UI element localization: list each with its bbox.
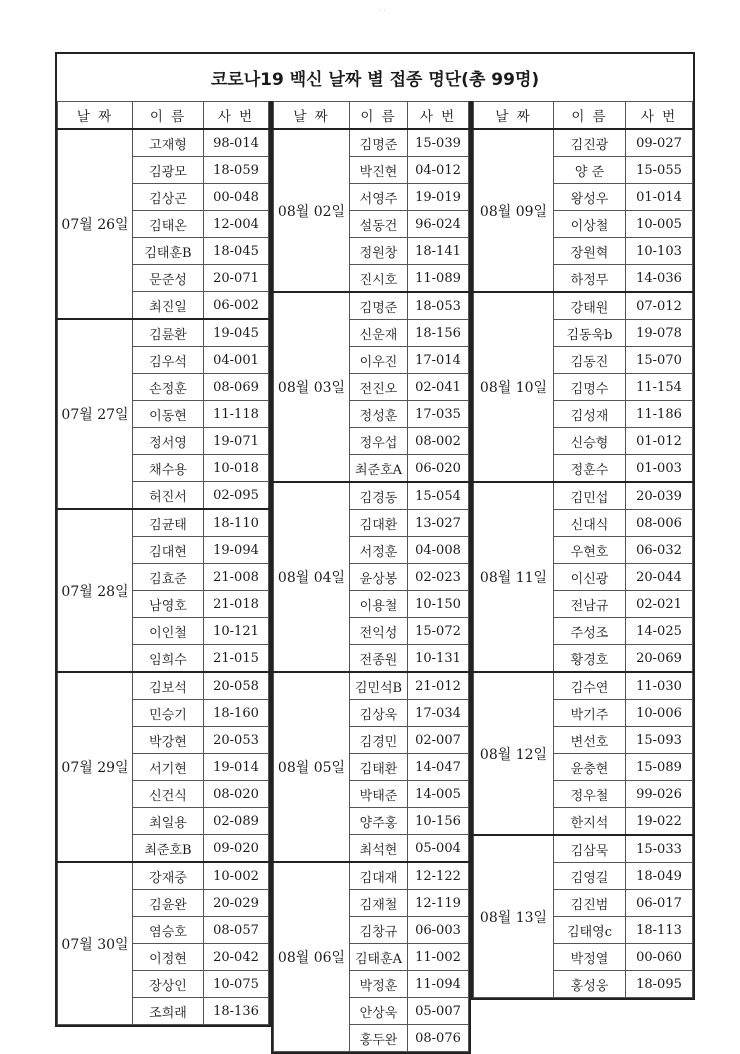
employee-id-cell: 20-069: [626, 645, 693, 673]
date-cell: 08월 11일: [474, 482, 554, 672]
name-cell: 정우철: [554, 781, 626, 808]
employee-id-cell: 09-027: [626, 129, 693, 157]
schedule-column-3: [471, 101, 695, 1000]
table-row: [274, 129, 469, 157]
employee-id-cell: 18-049: [626, 863, 693, 890]
employee-id-cell: 11-002: [408, 944, 469, 971]
date-cell: 08월 05일: [274, 672, 350, 862]
name-cell: 이동현: [133, 401, 204, 428]
date-cell: 08월 02일: [274, 129, 350, 292]
name-cell: 안상욱: [350, 998, 408, 1025]
name-cell: 김광모: [133, 157, 204, 184]
name-cell: 최일용: [133, 808, 204, 835]
employee-id-cell: 18-141: [408, 238, 469, 265]
name-cell: 서기현: [133, 754, 204, 781]
name-cell: 조희래: [133, 998, 204, 1025]
name-cell: 전종원: [350, 645, 408, 673]
employee-id-cell: 15-093: [626, 727, 693, 754]
employee-id-cell: 99-026: [626, 781, 693, 808]
employee-id-cell: 01-012: [626, 428, 693, 455]
employee-id-cell: 18-053: [408, 292, 469, 320]
name-cell: 김동욱b: [554, 320, 626, 347]
employee-id-cell: 08-006: [626, 510, 693, 537]
employee-id-cell: 06-017: [626, 890, 693, 917]
employee-id-cell: 19-071: [204, 428, 269, 455]
table-row: [274, 292, 469, 320]
name-cell: 정원창: [350, 238, 408, 265]
name-cell: 설동건: [350, 211, 408, 238]
date-cell: 08월 09일: [474, 129, 554, 292]
name-cell: 우현호: [554, 537, 626, 564]
name-cell: 김명준: [350, 129, 408, 157]
schedule-table: [473, 101, 693, 998]
table-row: [58, 509, 269, 537]
employee-id-cell: 02-041: [408, 374, 469, 401]
employee-id-cell: 06-020: [408, 455, 469, 483]
employee-id-cell: 00-060: [626, 944, 693, 971]
table-row: [58, 319, 269, 347]
employee-id-cell: 13-027: [408, 510, 469, 537]
name-cell: 임희수: [133, 645, 204, 673]
header-id: 사 번: [626, 102, 693, 130]
employee-id-cell: 10-150: [408, 591, 469, 618]
employee-id-cell: 11-089: [408, 265, 469, 293]
date-cell: 08월 13일: [474, 835, 554, 998]
name-cell: 김삼묵: [554, 835, 626, 863]
employee-id-cell: 14-036: [626, 265, 693, 293]
employee-id-cell: 10-121: [204, 618, 269, 645]
name-cell: 박정훈: [350, 971, 408, 998]
employee-id-cell: 20-039: [626, 482, 693, 510]
employee-id-cell: 21-012: [408, 672, 469, 700]
header-name: 이 름: [133, 102, 204, 130]
table-row: [474, 129, 693, 157]
name-cell: 김효준: [133, 564, 204, 591]
employee-id-cell: 05-004: [408, 835, 469, 863]
name-cell: 허진서: [133, 482, 204, 510]
employee-id-cell: 06-002: [204, 292, 269, 320]
name-cell: 최준호A: [350, 455, 408, 483]
name-cell: 김민섭: [554, 482, 626, 510]
name-cell: 최진일: [133, 292, 204, 320]
employee-id-cell: 19-022: [626, 808, 693, 836]
name-cell: 한지석: [554, 808, 626, 836]
name-cell: 박태준: [350, 781, 408, 808]
employee-id-cell: 12-122: [408, 862, 469, 890]
header-date: 날 짜: [274, 102, 350, 130]
employee-id-cell: 12-004: [204, 211, 269, 238]
name-cell: 양주홍: [350, 808, 408, 835]
date-cell: 08월 10일: [474, 292, 554, 482]
employee-id-cell: 21-015: [204, 645, 269, 673]
name-cell: 이용철: [350, 591, 408, 618]
name-cell: 이정현: [133, 944, 204, 971]
name-cell: 장원혁: [554, 238, 626, 265]
name-cell: 강재중: [133, 862, 204, 890]
employee-id-cell: 17-034: [408, 700, 469, 727]
name-cell: 김균태: [133, 509, 204, 537]
employee-id-cell: 06-032: [626, 537, 693, 564]
date-cell: 07월 27일: [58, 319, 133, 509]
name-cell: 김영길: [554, 863, 626, 890]
header-date: 날 짜: [58, 102, 133, 130]
name-cell: 김명수: [554, 374, 626, 401]
name-cell: 서영주: [350, 184, 408, 211]
name-cell: 신승형: [554, 428, 626, 455]
name-cell: 김진광: [554, 129, 626, 157]
employee-id-cell: 05-007: [408, 998, 469, 1025]
employee-id-cell: 17-035: [408, 401, 469, 428]
employee-id-cell: 19-014: [204, 754, 269, 781]
name-cell: 김진범: [554, 890, 626, 917]
employee-id-cell: 02-021: [626, 591, 693, 618]
name-cell: 황경호: [554, 645, 626, 673]
name-cell: 최석현: [350, 835, 408, 863]
employee-id-cell: 10-018: [204, 455, 269, 482]
page-title: 코로나19 백신 날짜 별 접종 명단(총 99명): [55, 52, 695, 101]
date-cell: 07월 26일: [58, 129, 133, 319]
name-cell: 김경민: [350, 727, 408, 754]
table-row: [274, 672, 469, 700]
employee-id-cell: 01-014: [626, 184, 693, 211]
employee-id-cell: 12-119: [408, 890, 469, 917]
name-cell: 전남규: [554, 591, 626, 618]
employee-id-cell: 01-003: [626, 455, 693, 483]
employee-id-cell: 08-002: [408, 428, 469, 455]
schedule-column-1: [55, 101, 271, 1027]
employee-id-cell: 19-078: [626, 320, 693, 347]
name-cell: 김륜환: [133, 319, 204, 347]
employee-id-cell: 15-033: [626, 835, 693, 863]
employee-id-cell: 18-160: [204, 700, 269, 727]
employee-id-cell: 15-039: [408, 129, 469, 157]
header-id: 사 번: [408, 102, 469, 130]
employee-id-cell: 10-103: [626, 238, 693, 265]
name-cell: 김동진: [554, 347, 626, 374]
name-cell: 김명준: [350, 292, 408, 320]
employee-id-cell: 15-055: [626, 157, 693, 184]
employee-id-cell: 04-001: [204, 347, 269, 374]
name-cell: 박강현: [133, 727, 204, 754]
employee-id-cell: 18-059: [204, 157, 269, 184]
name-cell: 김태영c: [554, 917, 626, 944]
name-cell: 양 준: [554, 157, 626, 184]
table-row: [474, 292, 693, 320]
name-cell: 신운재: [350, 320, 408, 347]
date-cell: 07월 30일: [58, 862, 133, 1025]
employee-id-cell: 20-058: [204, 672, 269, 700]
name-cell: 홍성웅: [554, 971, 626, 998]
name-cell: 김태환: [350, 754, 408, 781]
employee-id-cell: 11-030: [626, 672, 693, 700]
employee-id-cell: 07-012: [626, 292, 693, 320]
date-cell: 08월 04일: [274, 482, 350, 672]
scan-speck: · ·: [378, 6, 386, 15]
employee-id-cell: 15-054: [408, 482, 469, 510]
employee-id-cell: 10-002: [204, 862, 269, 890]
name-cell: 김재철: [350, 890, 408, 917]
name-cell: 김수연: [554, 672, 626, 700]
name-cell: 채수용: [133, 455, 204, 482]
employee-id-cell: 98-014: [204, 129, 269, 157]
header-name: 이 름: [554, 102, 626, 130]
employee-id-cell: 15-072: [408, 618, 469, 645]
employee-id-cell: 18-113: [626, 917, 693, 944]
name-cell: 민승기: [133, 700, 204, 727]
name-cell: 김경동: [350, 482, 408, 510]
employee-id-cell: 14-005: [408, 781, 469, 808]
name-cell: 전익성: [350, 618, 408, 645]
name-cell: 하정무: [554, 265, 626, 293]
name-cell: 주성조: [554, 618, 626, 645]
employee-id-cell: 18-045: [204, 238, 269, 265]
employee-id-cell: 18-156: [408, 320, 469, 347]
name-cell: 정서영: [133, 428, 204, 455]
employee-id-cell: 10-005: [626, 211, 693, 238]
name-cell: 김태온: [133, 211, 204, 238]
schedule-table: [273, 101, 469, 1052]
name-cell: 이신광: [554, 564, 626, 591]
employee-id-cell: 21-018: [204, 591, 269, 618]
employee-id-cell: 04-012: [408, 157, 469, 184]
employee-id-cell: 18-136: [204, 998, 269, 1025]
name-cell: 김창규: [350, 917, 408, 944]
header-id: 사 번: [204, 102, 269, 130]
name-cell: 최준호B: [133, 835, 204, 863]
name-cell: 김대환: [350, 510, 408, 537]
name-cell: 정성훈: [350, 401, 408, 428]
name-cell: 김우석: [133, 347, 204, 374]
name-cell: 이인철: [133, 618, 204, 645]
employee-id-cell: 10-156: [408, 808, 469, 835]
name-cell: 김보석: [133, 672, 204, 700]
name-cell: 박진현: [350, 157, 408, 184]
name-cell: 김대재: [350, 862, 408, 890]
employee-id-cell: 09-020: [204, 835, 269, 863]
employee-id-cell: 19-094: [204, 537, 269, 564]
name-cell: 박기주: [554, 700, 626, 727]
name-cell: 정우섭: [350, 428, 408, 455]
employee-id-cell: 20-029: [204, 890, 269, 917]
employee-id-cell: 11-118: [204, 401, 269, 428]
schedule-table: [57, 101, 269, 1025]
name-cell: 정훈수: [554, 455, 626, 483]
name-cell: 김태훈A: [350, 944, 408, 971]
name-cell: 홍두완: [350, 1025, 408, 1052]
employee-id-cell: 21-008: [204, 564, 269, 591]
employee-id-cell: 08-076: [408, 1025, 469, 1052]
name-cell: 윤충현: [554, 754, 626, 781]
employee-id-cell: 20-071: [204, 265, 269, 292]
name-cell: 전진오: [350, 374, 408, 401]
name-cell: 이우진: [350, 347, 408, 374]
date-cell: 07월 29일: [58, 672, 133, 862]
name-cell: 서정훈: [350, 537, 408, 564]
name-cell: 장상인: [133, 971, 204, 998]
name-cell: 이상철: [554, 211, 626, 238]
date-cell: 08월 03일: [274, 292, 350, 482]
employee-id-cell: 14-025: [626, 618, 693, 645]
employee-id-cell: 02-023: [408, 564, 469, 591]
table-row: [474, 482, 693, 510]
employee-id-cell: 18-110: [204, 509, 269, 537]
name-cell: 왕성우: [554, 184, 626, 211]
employee-id-cell: 08-020: [204, 781, 269, 808]
name-cell: 손정훈: [133, 374, 204, 401]
table-row: [274, 862, 469, 890]
employee-id-cell: 18-095: [626, 971, 693, 998]
date-cell: 08월 12일: [474, 672, 554, 835]
employee-id-cell: 02-089: [204, 808, 269, 835]
name-cell: 김상욱: [350, 700, 408, 727]
name-cell: 김성재: [554, 401, 626, 428]
name-cell: 강태원: [554, 292, 626, 320]
employee-id-cell: 20-044: [626, 564, 693, 591]
employee-id-cell: 00-048: [204, 184, 269, 211]
employee-id-cell: 11-186: [626, 401, 693, 428]
date-cell: 08월 06일: [274, 862, 350, 1052]
name-cell: 진시호: [350, 265, 408, 293]
name-cell: 김태훈B: [133, 238, 204, 265]
table-row: [58, 129, 269, 157]
employee-id-cell: 96-024: [408, 211, 469, 238]
name-cell: 윤상봉: [350, 564, 408, 591]
employee-id-cell: 19-045: [204, 319, 269, 347]
employee-id-cell: 10-075: [204, 971, 269, 998]
name-cell: 염승호: [133, 917, 204, 944]
employee-id-cell: 14-047: [408, 754, 469, 781]
employee-id-cell: 19-019: [408, 184, 469, 211]
table-row: [274, 482, 469, 510]
date-cell: 07월 28일: [58, 509, 133, 672]
header-date: 날 짜: [474, 102, 554, 130]
employee-id-cell: 11-094: [408, 971, 469, 998]
employee-id-cell: 20-042: [204, 944, 269, 971]
schedule-column-2: [271, 101, 471, 1054]
employee-id-cell: 10-006: [626, 700, 693, 727]
employee-id-cell: 06-003: [408, 917, 469, 944]
employee-id-cell: 08-057: [204, 917, 269, 944]
employee-id-cell: 20-053: [204, 727, 269, 754]
employee-id-cell: 11-154: [626, 374, 693, 401]
employee-id-cell: 02-007: [408, 727, 469, 754]
table-row: [58, 672, 269, 700]
employee-id-cell: 15-089: [626, 754, 693, 781]
employee-id-cell: 17-014: [408, 347, 469, 374]
name-cell: 김윤완: [133, 890, 204, 917]
name-cell: 남영호: [133, 591, 204, 618]
table-row: [474, 835, 693, 863]
name-cell: 신대식: [554, 510, 626, 537]
employee-id-cell: 08-069: [204, 374, 269, 401]
employee-id-cell: 10-131: [408, 645, 469, 673]
name-cell: 변선호: [554, 727, 626, 754]
name-cell: 고재형: [133, 129, 204, 157]
name-cell: 박정열: [554, 944, 626, 971]
header-name: 이 름: [350, 102, 408, 130]
name-cell: 김대현: [133, 537, 204, 564]
name-cell: 김민석B: [350, 672, 408, 700]
table-row: [58, 862, 269, 890]
name-cell: 김상곤: [133, 184, 204, 211]
name-cell: 신건식: [133, 781, 204, 808]
table-row: [474, 672, 693, 700]
employee-id-cell: 15-070: [626, 347, 693, 374]
employee-id-cell: 04-008: [408, 537, 469, 564]
name-cell: 문준성: [133, 265, 204, 292]
employee-id-cell: 02-095: [204, 482, 269, 510]
